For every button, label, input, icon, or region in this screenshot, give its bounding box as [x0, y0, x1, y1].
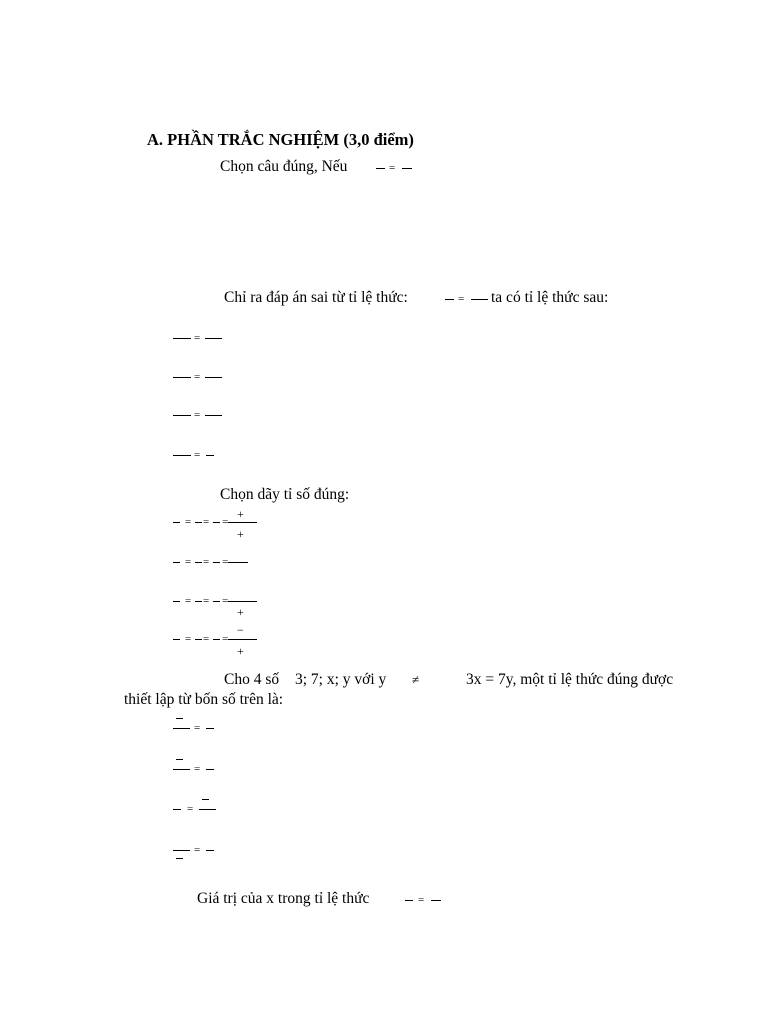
equals-sign: = [185, 516, 192, 528]
equals-sign: = [194, 409, 201, 421]
fraction-bar [173, 850, 190, 851]
equals-sign: = [389, 162, 396, 174]
fraction-bar [213, 562, 220, 563]
equals-sign: = [203, 516, 210, 528]
equals-sign: = [418, 894, 425, 906]
fraction-bar [173, 338, 191, 339]
fraction-bar [195, 639, 202, 640]
fraction-bar [228, 522, 257, 523]
fraction-bar [431, 900, 441, 901]
fraction-bar [195, 522, 202, 523]
equals-sign: = [194, 332, 201, 344]
question-1-text: Chọn câu đúng, Nếu [220, 158, 348, 175]
fraction-bar [205, 377, 222, 378]
fraction-bar [471, 299, 488, 300]
equals-sign: = [194, 844, 201, 856]
equals-sign: = [185, 556, 192, 568]
question-4-text-b: 3; 7; x; y với y [295, 671, 387, 688]
equals-sign: = [203, 556, 210, 568]
numerator-bar [202, 799, 209, 800]
not-equal-sign: ≠ [412, 672, 420, 687]
fraction-bar [205, 338, 222, 339]
question-2-text: Chỉ ra đáp án sai từ tỉ lệ thức: [224, 289, 408, 306]
question-4-text-line2: thiết lập từ bốn số trên là: [124, 691, 284, 708]
fraction-bar [173, 522, 180, 523]
fraction-bar [173, 728, 190, 729]
question-4-text-c: 3x = 7y, một tỉ lệ thức đúng được [466, 671, 674, 688]
fraction-bar [213, 601, 220, 602]
fraction-bar [228, 601, 257, 602]
fraction-bar [206, 728, 214, 729]
fraction-bar [173, 377, 191, 378]
fraction-bar [405, 900, 413, 901]
plus-sign: + [237, 644, 244, 658]
fraction-bar [402, 168, 412, 169]
equals-sign: = [203, 595, 210, 607]
equals-sign: = [194, 763, 201, 775]
plus-sign: + [237, 507, 244, 521]
fraction-bar [195, 601, 202, 602]
fraction-bar [205, 415, 222, 416]
equals-sign: = [222, 633, 229, 645]
equals-sign: = [187, 803, 194, 815]
equals-sign: = [194, 449, 201, 461]
equals-sign: = [185, 595, 192, 607]
denominator-bar [176, 858, 183, 859]
fraction-bar [213, 522, 220, 523]
fraction-bar [173, 601, 180, 602]
fraction-bar [173, 415, 191, 416]
question-3-text: Chọn dãy tỉ số đúng: [220, 486, 350, 503]
equals-sign: = [458, 293, 465, 305]
minus-sign: − [237, 623, 244, 637]
equals-sign: = [222, 516, 229, 528]
plus-sign: + [237, 605, 244, 619]
fraction-bar [173, 562, 180, 563]
question-2-text-after: ta có tỉ lệ thức sau: [491, 289, 609, 306]
equals-sign: = [203, 633, 210, 645]
fraction-bar [228, 639, 257, 640]
fraction-bar [206, 455, 214, 456]
fraction-bar [173, 455, 191, 456]
equals-sign: = [185, 633, 192, 645]
fraction-bar [206, 850, 214, 851]
equals-sign: = [194, 371, 201, 383]
equals-sign: = [222, 556, 229, 568]
numerator-bar [176, 718, 183, 719]
fraction-bar [213, 639, 220, 640]
equals-sign: = [194, 722, 201, 734]
equals-sign: = [222, 595, 229, 607]
section-title: A. PHẦN TRẮC NGHIỆM (3,0 điểm) [147, 130, 414, 149]
fraction-bar [173, 809, 181, 810]
fraction-bar [206, 769, 214, 770]
fraction-bar [376, 168, 385, 169]
plus-sign: + [237, 527, 244, 541]
fraction-bar [228, 562, 248, 563]
fraction-bar [199, 809, 216, 810]
fraction-bar [445, 299, 454, 300]
fraction-bar [195, 562, 202, 563]
question-5-text: Giá trị của x trong tỉ lệ thức [197, 890, 370, 907]
question-4-text-a: Cho 4 số [224, 671, 280, 688]
fraction-bar [173, 769, 190, 770]
numerator-bar [176, 759, 183, 760]
fraction-bar [173, 639, 180, 640]
